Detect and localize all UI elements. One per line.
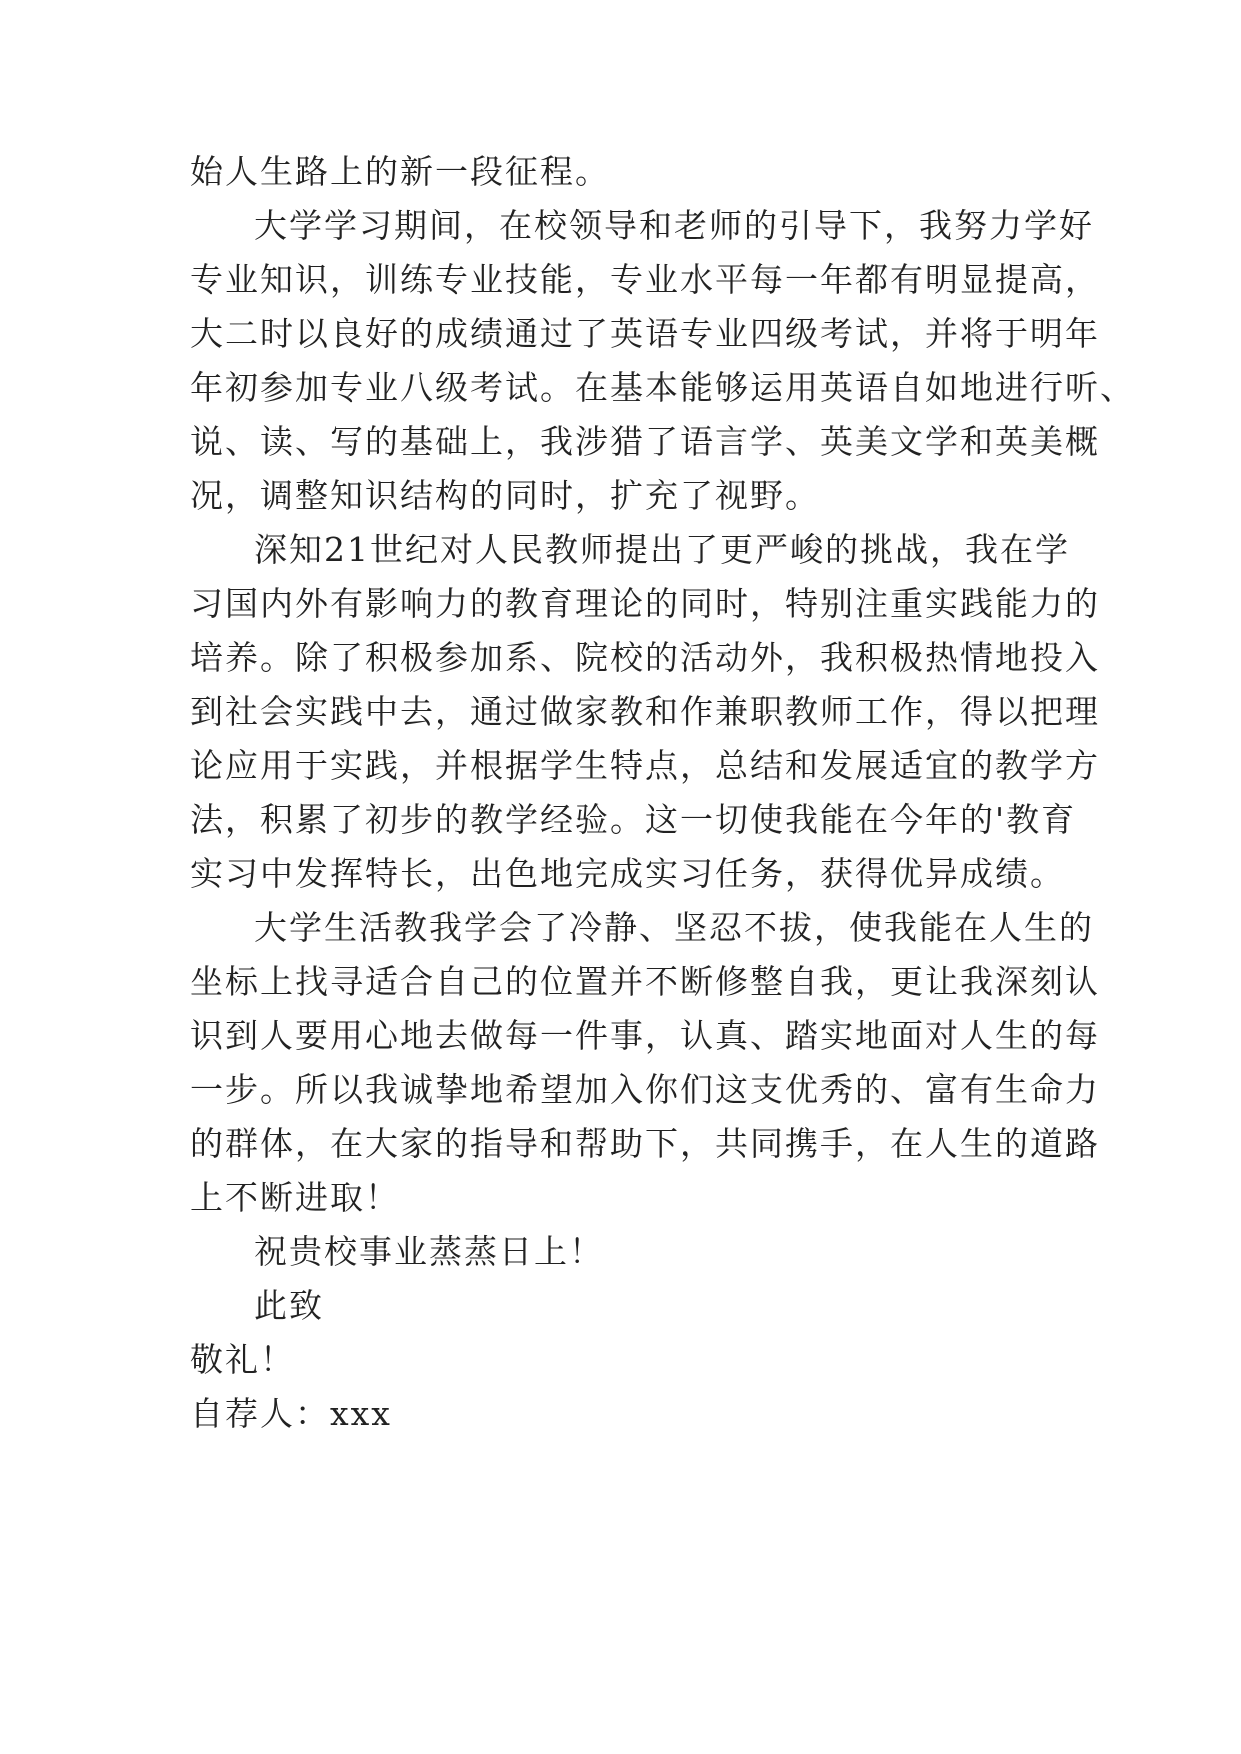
paragraph-line: 识到人要用心地去做每一件事，认真、踏实地面对人生的每 [190,1016,1100,1055]
salutation-cizhi: 此致 [254,1286,324,1325]
paragraph-line: 年初参加专业八级考试。在基本能够运用英语自如地进行听、 [190,368,1135,407]
paragraph-line: 坐标上找寻适合自己的位置并不断修整自我，更让我深刻认 [190,962,1100,1001]
paragraph-line: 的群体，在大家的指导和帮助下，共同携手，在人生的道路 [190,1124,1100,1163]
paragraph-line: 到社会实践中去，通过做家教和作兼职教师工作，得以把理 [190,692,1100,731]
paragraph-line: 大学生活教我学会了冷静、坚忍不拔，使我能在人生的 [254,908,1094,947]
paragraph-line: 说、读、写的基础上，我涉猎了语言学、英美文学和英美概 [190,422,1100,461]
paragraph-line: 实习中发挥特长，出色地完成实习任务，获得优异成绩。 [190,854,1065,893]
paragraph-line: 专业知识，训练专业技能，专业水平每一年都有明显提高， [190,260,1100,299]
salutation-jingli: 敬礼！ [190,1340,295,1379]
paragraph-line: 始人生路上的新一段征程。 [190,152,610,191]
paragraph-line: 深知21世纪对人民教师提出了更严峻的挑战，我在学 [254,530,1070,569]
closing-wish: 祝贵校事业蒸蒸日上！ [254,1232,604,1271]
paragraph-line: 一步。所以我诚挚地希望加入你们这支优秀的、富有生命力 [190,1070,1100,1109]
paragraph-line: 大学学习期间，在校领导和老师的引导下，我努力学好 [254,206,1094,245]
paragraph-line: 大二时以良好的成绩通过了英语专业四级考试，并将于明年 [190,314,1100,353]
paragraph-line: 培养。除了积极参加系、院校的活动外，我积极热情地投入 [190,638,1100,677]
paragraph-line: 况，调整知识结构的同时，扩充了视野。 [190,476,820,515]
paragraph-line: 习国内外有影响力的教育理论的同时，特别注重实践能力的 [190,584,1100,623]
signature-line: 自荐人：xxx [190,1394,392,1433]
paragraph-line: 法，积累了初步的教学经验。这一切使我能在今年的'教育 [190,800,1077,839]
paragraph-line: 上不断进取！ [190,1178,400,1217]
paragraph-line: 论应用于实践，并根据学生特点，总结和发展适宜的教学方 [190,746,1100,785]
